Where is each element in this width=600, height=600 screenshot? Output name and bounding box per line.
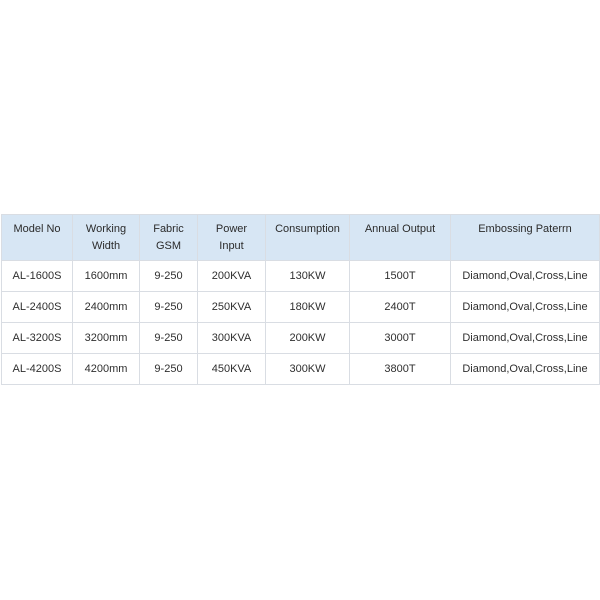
cell-model: AL-4200S: [2, 354, 73, 385]
cell-power: 300KVA: [198, 323, 266, 354]
cell-consumption: 300KW: [266, 354, 350, 385]
cell-consumption: 200KW: [266, 323, 350, 354]
header-power-input: Power Input: [198, 215, 266, 261]
cell-gsm: 9-250: [140, 292, 198, 323]
cell-pattern: Diamond,Oval,Cross,Line: [451, 354, 600, 385]
header-annual-output: Annual Output: [350, 215, 451, 261]
table-row: [2, 323, 600, 354]
cell-power: 250KVA: [198, 292, 266, 323]
cell-model: AL-3200S: [2, 323, 73, 354]
cell-gsm: 9-250: [140, 323, 198, 354]
cell-output: 2400T: [350, 292, 451, 323]
cell-pattern: Diamond,Oval,Cross,Line: [451, 292, 600, 323]
cell-model: AL-1600S: [2, 261, 73, 292]
cell-output: 3800T: [350, 354, 451, 385]
cell-power: 450KVA: [198, 354, 266, 385]
header-consumption: Consumption: [266, 215, 350, 261]
cell-power: 200KVA: [198, 261, 266, 292]
cell-output: 3000T: [350, 323, 451, 354]
cell-output: 1500T: [350, 261, 451, 292]
spec-table: [1, 214, 600, 385]
cell-consumption: 130KW: [266, 261, 350, 292]
cell-pattern: Diamond,Oval,Cross,Line: [451, 261, 600, 292]
table-row: [2, 354, 600, 385]
cell-pattern: Diamond,Oval,Cross,Line: [451, 323, 600, 354]
cell-model: AL-2400S: [2, 292, 73, 323]
header-embossing-pattern: Embossing Paterrn: [451, 215, 600, 261]
cell-gsm: 9-250: [140, 261, 198, 292]
table-header-row: [2, 215, 600, 261]
cell-consumption: 180KW: [266, 292, 350, 323]
cell-width: 3200mm: [73, 323, 140, 354]
header-working-width: Working Width: [73, 215, 140, 261]
cell-width: 4200mm: [73, 354, 140, 385]
table-row: [2, 292, 600, 323]
cell-width: 2400mm: [73, 292, 140, 323]
header-fabric-gsm: Fabric GSM: [140, 215, 198, 261]
cell-width: 1600mm: [73, 261, 140, 292]
cell-gsm: 9-250: [140, 354, 198, 385]
table-row: [2, 261, 600, 292]
header-model-no: Model No: [2, 215, 73, 261]
